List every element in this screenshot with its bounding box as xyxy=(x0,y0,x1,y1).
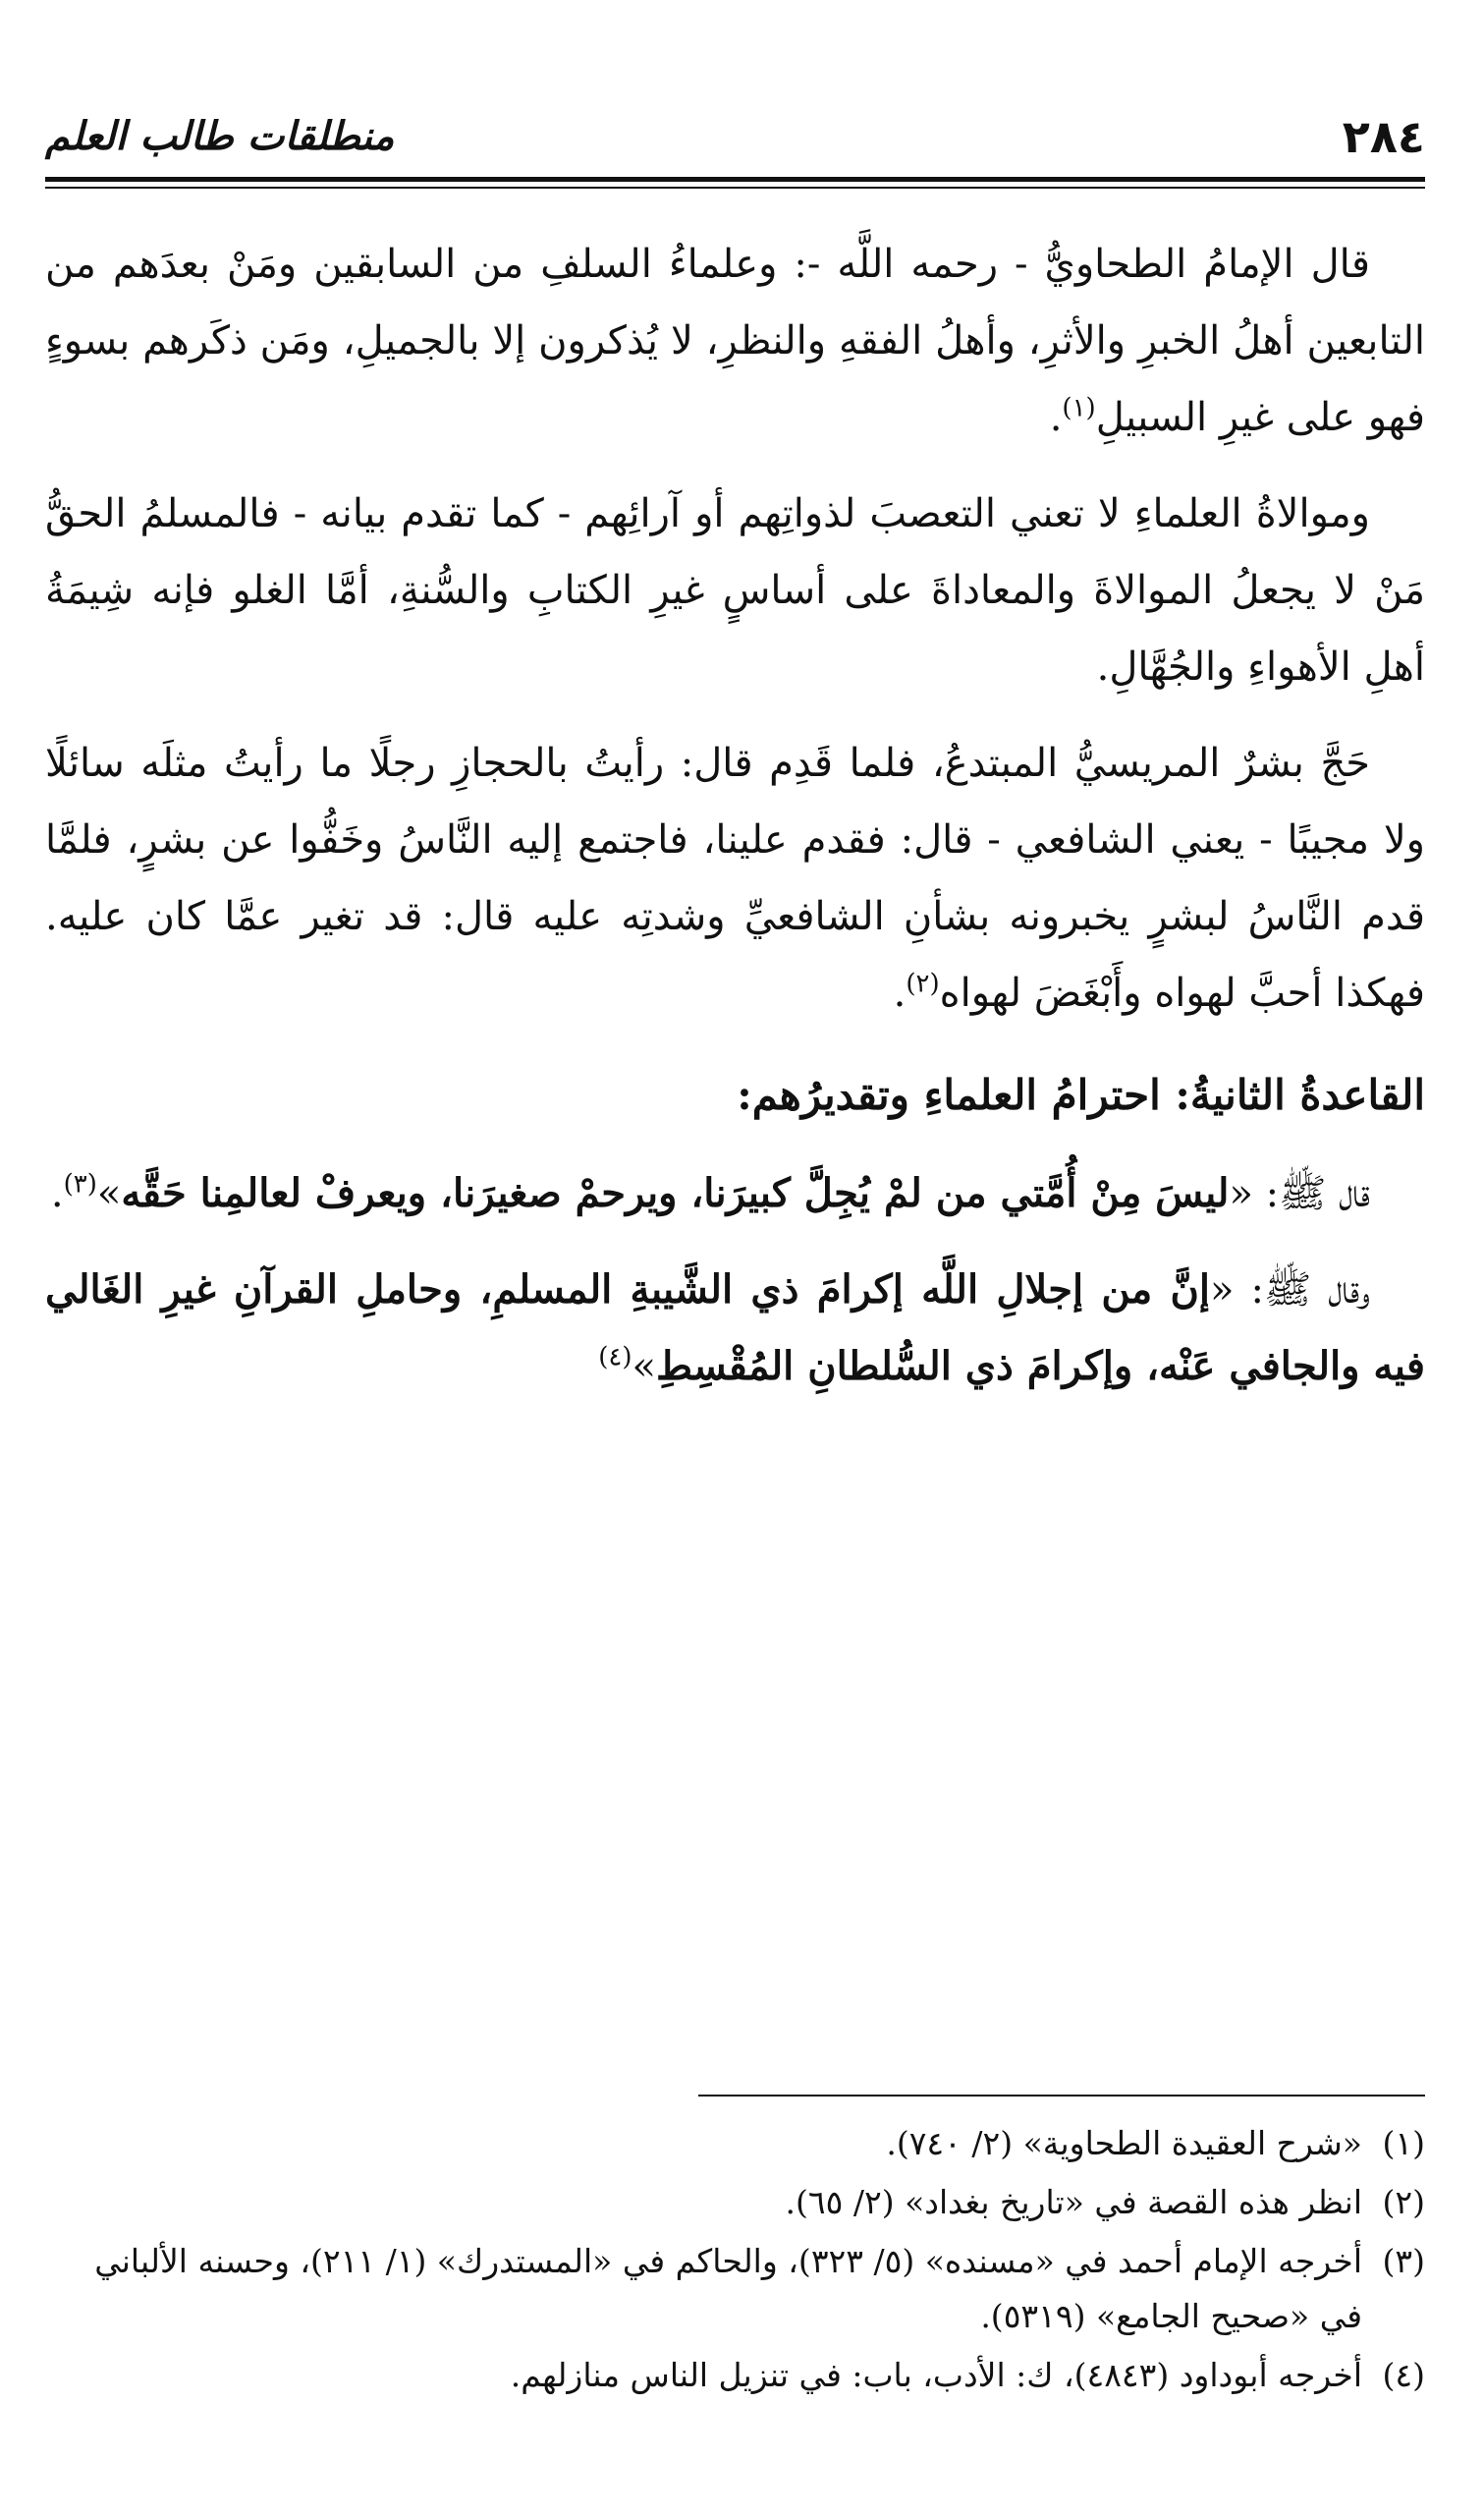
footnote-4 xyxy=(45,2348,1425,2403)
hadith-intro: وقال ﷺ: « xyxy=(1209,1267,1370,1313)
page-number: ٢٨٤ xyxy=(1342,110,1425,163)
punctuation: . xyxy=(1049,395,1063,440)
footnotes xyxy=(45,2112,1425,2407)
footnote-number: (١) xyxy=(1382,2124,1425,2162)
footnote-text: أخرجه الإمام أحمد في «مسنده» (٥/ ٣٢٣)، والحاكم في «المستدرك» (١/ ٢١١)، وحسنه الألباني في «صحيح الجامع» (٥٣١٩). xyxy=(94,2242,1362,2335)
footnote-1 xyxy=(45,2116,1425,2171)
footnote-text: «شرح العقيدة الطحاوية» (٢/ ٧٤٠). xyxy=(886,2124,1362,2162)
paragraph-muwalat: وموالاةُ العلماءِ لا تعني التعصبَ لذواتِهم أو آرائِهم - كما تقدم بيانه - فالمسلمُ الحقُّ مَنْ لا يجعلُ الموالاةَ والمعاداةَ على أساسٍ غيرِ الكتابِ والسُّنةِ، أمَّا الغلو فإنه شِيمَةُ أهلِ الأهواءِ والجُهَّالِ. xyxy=(45,491,1426,690)
page-header xyxy=(45,102,1425,171)
footnote-number: (٢) xyxy=(1382,2183,1425,2221)
footnote-number: (٤) xyxy=(1382,2356,1425,2394)
section-heading: القاعدةُ الثانيةُ: احترامُ العلماءِ وتقديرُهم: xyxy=(737,1071,1425,1119)
paragraph-text: قال الإمامُ الطحاويُّ - رحمه اللَّه -: وعلماءُ السلفِ من السابقين ومَنْ بعدَهم من التابعين أهلُ الخبرِ والأثرِ، وأهلُ الفقهِ والنظرِ، لا يُذكرون إلا بالجميلِ، ومَن ذكَرهم بسوءٍ فهو على غيرِ السبيلِ xyxy=(45,242,1425,440)
running-title: منطلقات طالب العلم xyxy=(45,113,395,159)
footnote-3 xyxy=(45,2234,1425,2344)
hadith-text: ليسَ مِنْ أُمَّتي من لمْ يُجِلَّ كبيرَنا، ويرحمْ صغيرَنا، ويعرفْ لعالمِنا حَقَّه xyxy=(121,1170,1230,1216)
quote-close: » xyxy=(96,1171,122,1216)
footnote-number: (٣) xyxy=(1382,2242,1425,2280)
footnote-ref-1[interactable]: (١) xyxy=(1062,393,1096,423)
paragraph-hadith-1 xyxy=(45,1155,1425,1232)
quote-close: » xyxy=(632,1344,656,1389)
paragraph-tahawi xyxy=(45,226,1425,456)
hadith-text: إنَّ من إجلالِ اللَّه إكرامَ ذي الشَّيبةِ المسلمِ، وحاملِ القرآنِ غيرِ الغَالي فيه والجافي عَنْه، وإكرامَ ذي السُّلطانِ المُقْسِطِ xyxy=(45,1266,1425,1389)
footnote-2 xyxy=(45,2175,1425,2230)
footnote-ref-4[interactable]: (٤) xyxy=(598,1342,632,1372)
footnote-text: أخرجه أبوداود (٤٨٤٣)، ك: الأدب، باب: في تنزيل الناس منازلهم. xyxy=(510,2356,1362,2394)
header-rule-thick xyxy=(45,177,1425,182)
paragraph-hadith-2 xyxy=(45,1252,1425,1405)
footnote-separator xyxy=(698,2095,1425,2097)
footnote-ref-2[interactable]: (٢) xyxy=(906,969,940,999)
hadith-intro: قال ﷺ: « xyxy=(1229,1171,1370,1216)
punctuation: . xyxy=(50,1171,64,1216)
punctuation: . xyxy=(893,971,907,1016)
header-rule-thin xyxy=(45,187,1425,189)
main-text xyxy=(45,226,1425,1425)
footnote-ref-3[interactable]: (٣) xyxy=(63,1169,97,1200)
paragraph-text: حَجَّ بشرٌ المريسيُّ المبتدعُ، فلما قَدِم قال: رأيتُ بالحجازِ رجلًا ما رأيتُ مثلَه سائلًا ولا مجيبًا - يعني الشافعي - قال: فقدم علينا، فاجتمع إليه النَّاسُ وخَفُّوا عن بشرٍ، فلمَّا قدم النَّاسُ لبشرٍ يخبرونه بشأنِ الشافعيِّ وشدتِه عليه قال: قد تغير عمَّا كان عليه. فهكذا أحبَّ لهواه وأَبْغَضَ لهواه xyxy=(45,741,1425,1016)
footnote-text: انظر هذه القصة في «تاريخ بغداد» (٢/ ٦٥). xyxy=(785,2183,1362,2221)
paragraph-bishr-story xyxy=(45,725,1425,1032)
